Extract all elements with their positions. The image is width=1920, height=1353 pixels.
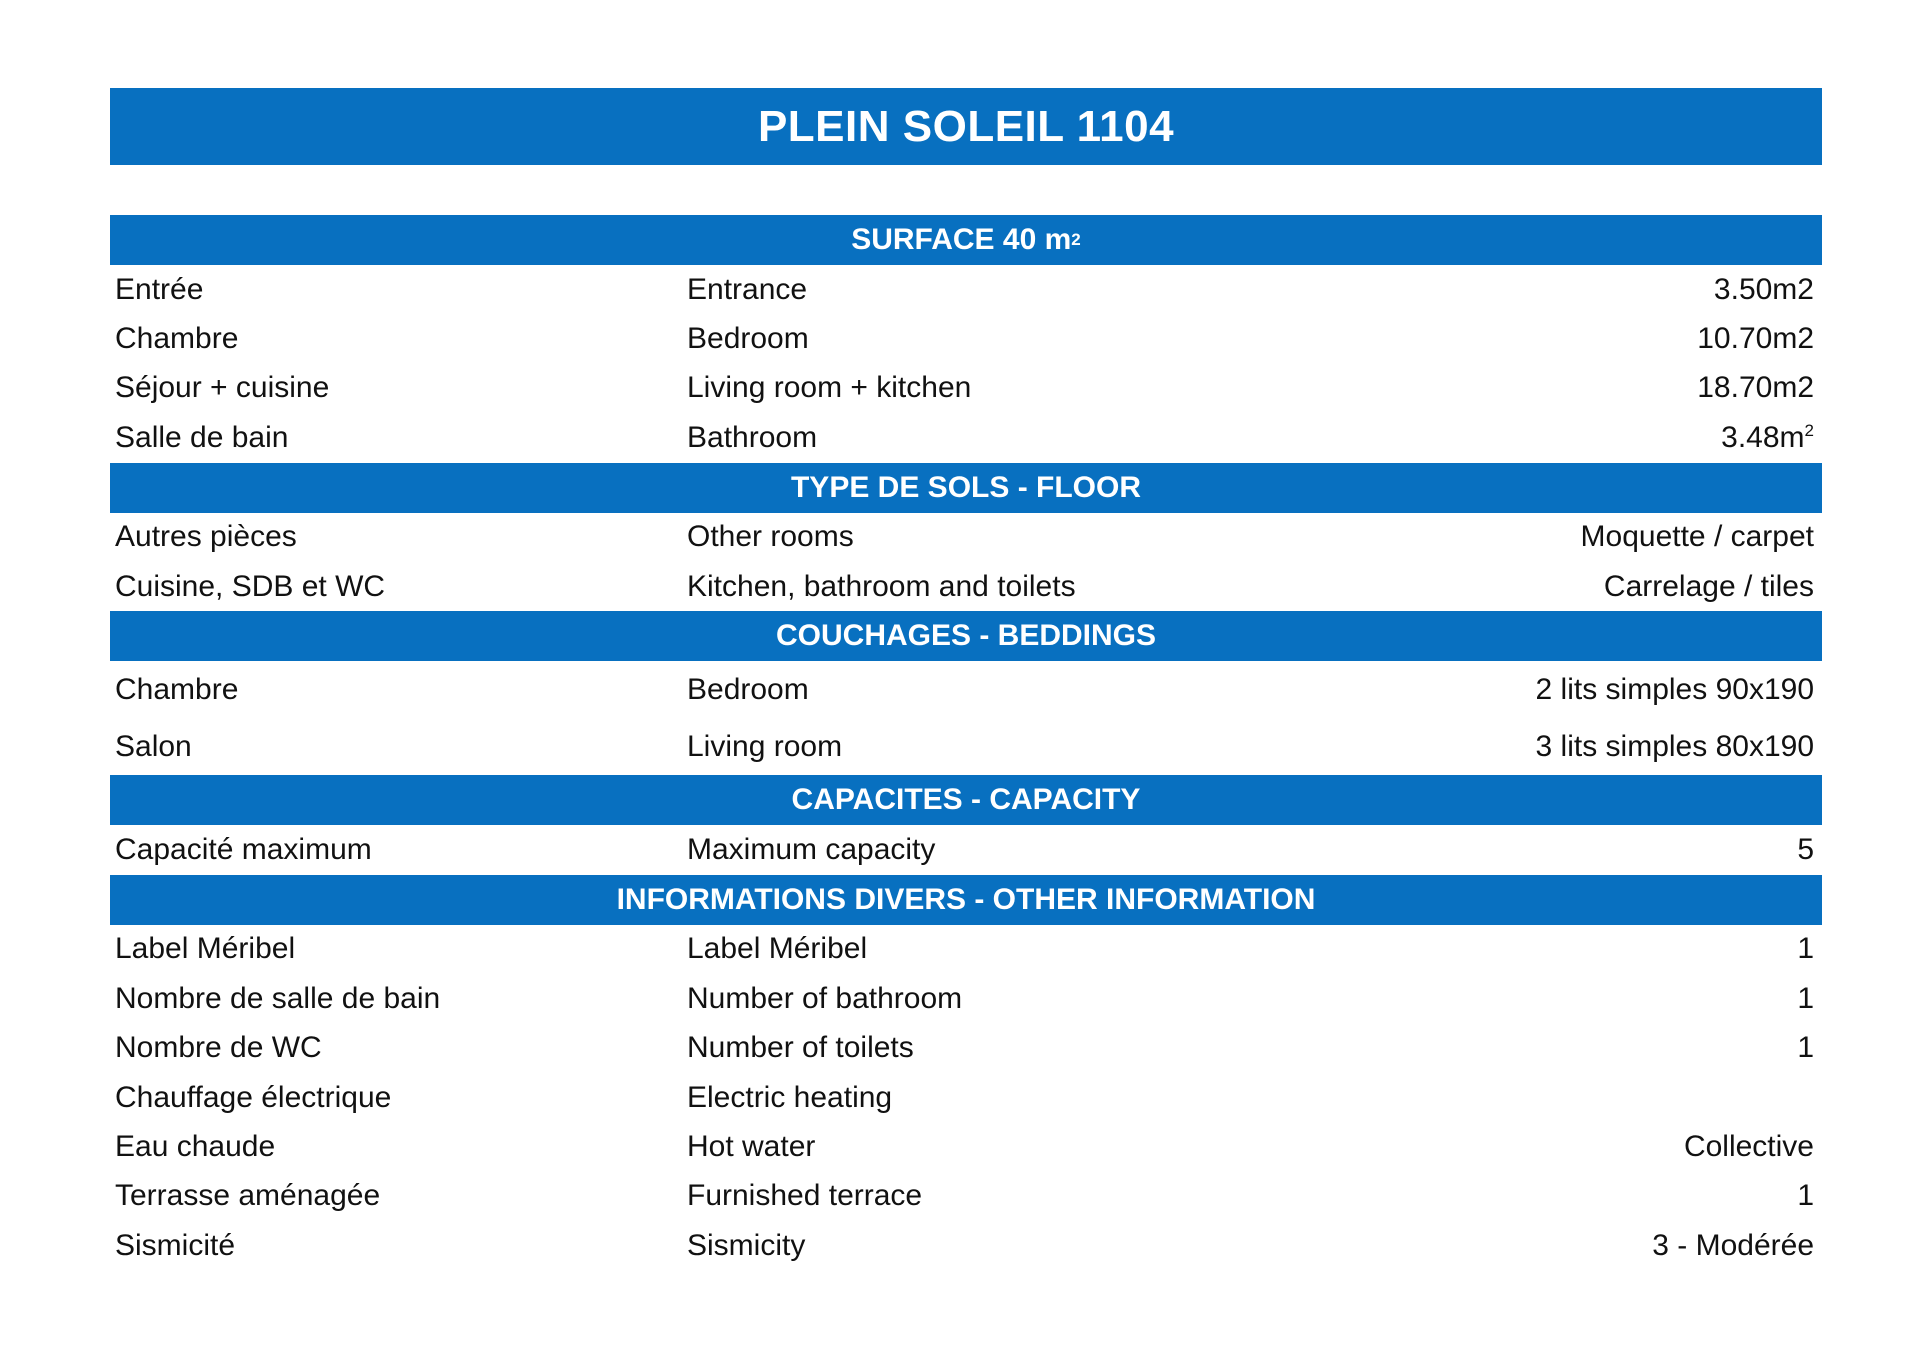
value-text: 3.48m [1721,420,1805,454]
table-row [110,265,1822,314]
cell-english: Label Méribel [687,932,868,966]
cell-english: Bathroom [687,420,818,454]
table-row [110,974,1822,1023]
cell-french: Sismicité [115,1228,236,1262]
cell-french: Chambre [115,322,239,356]
table-row [110,562,1822,611]
cell-value: 1 [1797,1031,1814,1065]
cell-french: Label Méribel [115,932,296,966]
cell-value: 2 lits simples 90x190 [1535,672,1814,706]
cell-english: Maximum capacity [687,833,936,867]
table-row [110,314,1822,363]
value-text: 3.50m2 [1713,272,1814,306]
cell-value [1487,371,1822,405]
cell-value: 5 [1797,833,1814,867]
cell-english: Living room [687,729,843,763]
cell-french: Entrée [115,272,204,306]
table-row [110,1073,1822,1122]
cell-english: Hot water [687,1129,816,1163]
cell-value: 1 [1797,981,1814,1015]
cell-english: Electric heating [687,1080,893,1114]
table-row [110,661,1822,718]
table-row [110,1122,1822,1171]
cell-french: Terrasse aménagée [115,1179,381,1213]
cell-value: 1 [1797,932,1814,966]
cell-english: Furnished terrace [687,1179,923,1213]
cell-value [1487,273,1822,307]
cell-french: Eau chaude [115,1129,276,1163]
cell-french: Nombre de WC [115,1031,322,1065]
cell-french: Autres pièces [115,520,297,554]
table-row [110,1221,1822,1270]
cell-value: 3 lits simples 80x190 [1535,729,1814,763]
cell-value: Moquette / carpet [1580,520,1814,554]
value-text: 18.70m2 [1697,371,1814,405]
cell-value: Carrelage / tiles [1603,569,1814,603]
property-sheet [110,88,1822,1270]
table-row [110,513,1822,562]
cell-english: Other rooms [687,520,854,554]
table-row [110,1024,1822,1073]
table-row [110,925,1822,974]
cell-french: Salon [115,729,192,763]
cell-english: Kitchen, bathroom and toilets [687,569,1076,603]
cell-english: Number of toilets [687,1031,914,1065]
cell-value [1487,421,1822,455]
cell-french: Séjour + cuisine [115,371,330,405]
cell-french: Cuisine, SDB et WC [115,569,386,603]
cell-english: Sismicity [687,1228,806,1262]
cell-value: 1 [1797,1179,1814,1213]
section-header-label: SURFACE 40 m [851,223,1072,256]
table-row [110,825,1822,874]
cell-english: Number of bathroom [687,981,963,1015]
cell-french: Chauffage électrique [115,1080,392,1114]
cell-french: Nombre de salle de bain [115,981,441,1015]
section-header-surface [110,215,1822,265]
spacer [110,165,1822,215]
cell-english: Bedroom [687,322,809,356]
table-row [110,1172,1822,1221]
cell-french: Salle de bain [115,420,289,454]
section-header-capacity: CAPACITES - CAPACITY [110,775,1822,825]
cell-value [1487,322,1822,356]
cell-english: Living room + kitchen [687,371,972,405]
table-row [110,364,1822,413]
table-row [110,413,1822,462]
cell-value: Collective [1683,1129,1814,1163]
superscript: 2 [1071,230,1081,249]
section-header-floor: TYPE DE SOLS - FLOOR [110,463,1822,513]
cell-value: 3 - Modérée [1652,1228,1814,1262]
table-row [110,718,1822,775]
cell-french: Capacité maximum [115,833,372,867]
cell-french: Chambre [115,672,239,706]
section-header-beddings: COUCHAGES - BEDDINGS [110,611,1822,661]
cell-english: Entrance [687,272,808,306]
superscript: 2 [1804,420,1814,440]
value-text: 10.70m2 [1697,322,1814,356]
page-title: PLEIN SOLEIL 1104 [110,88,1822,165]
section-header-other: INFORMATIONS DIVERS - OTHER INFORMATION [110,875,1822,925]
cell-english: Bedroom [687,672,809,706]
